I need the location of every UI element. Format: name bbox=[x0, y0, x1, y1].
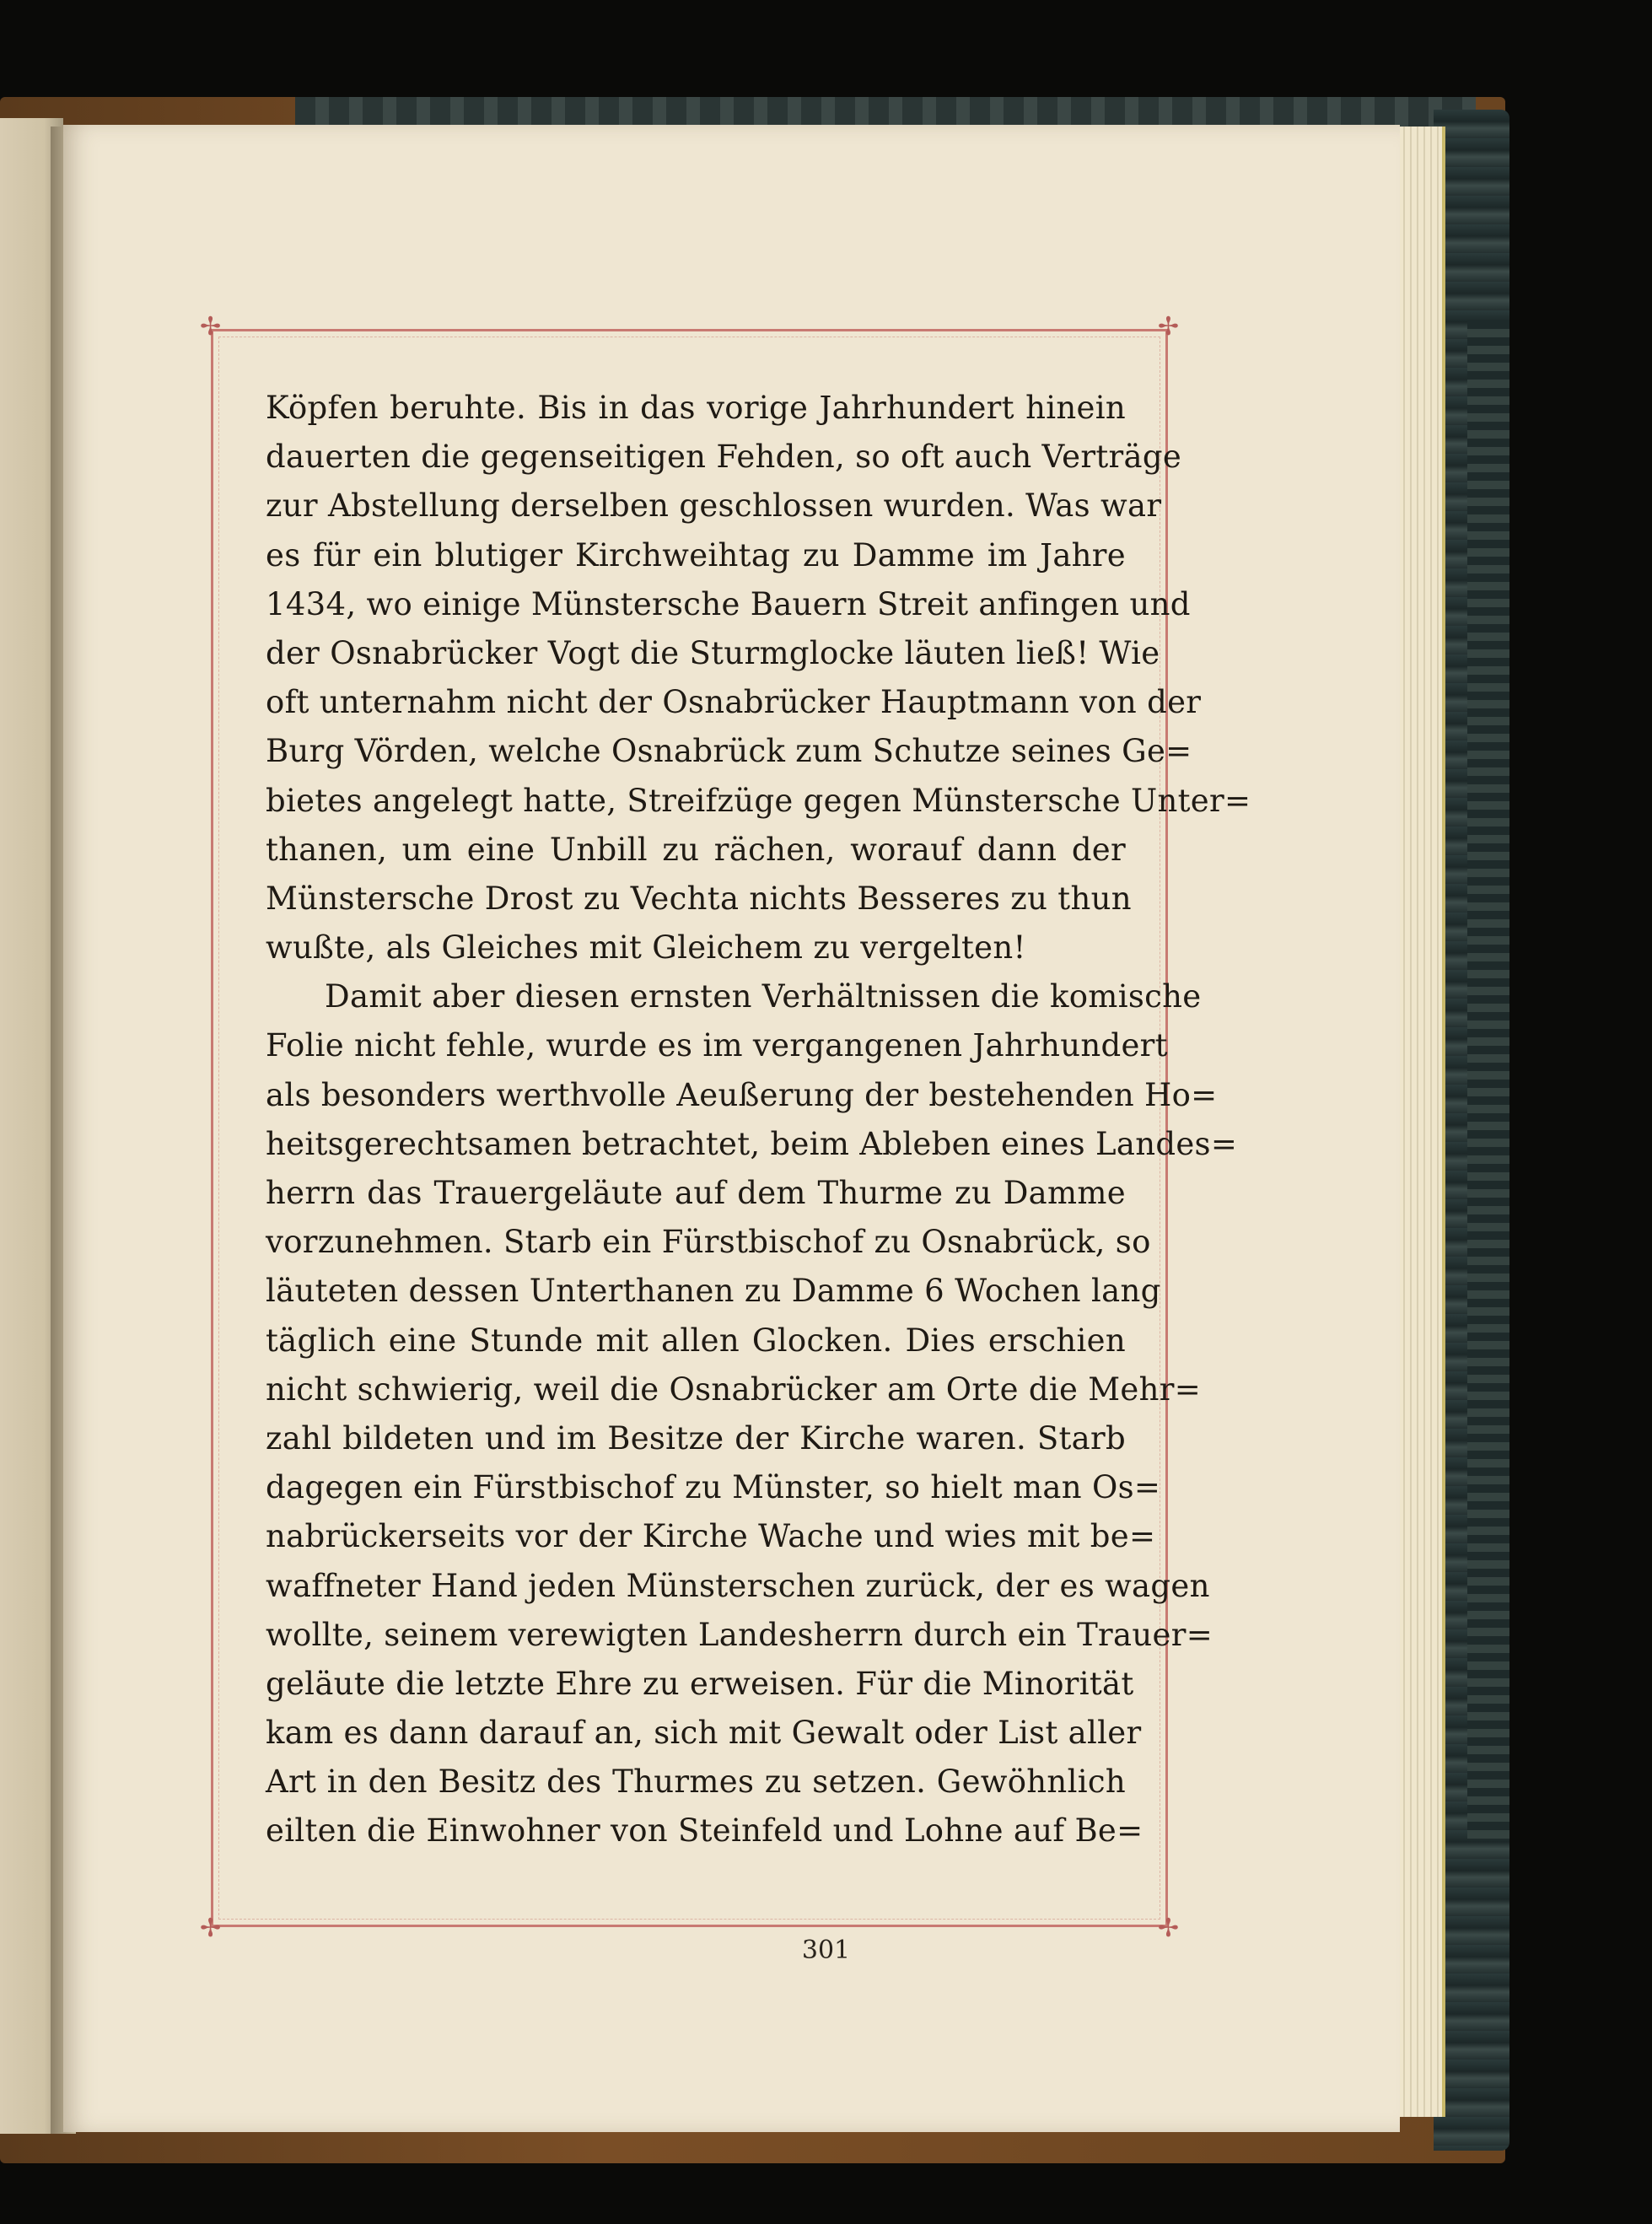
page-text bbox=[266, 384, 1251, 1885]
text-line: Köpfen beruhte. Bis in das vorige Jahrhundert hinein bbox=[266, 390, 1126, 426]
text-line: täglich eine Stunde mit allen Glocken. Dies erschien bbox=[266, 1322, 1126, 1359]
text-line: Art in den Besitz des Thurmes zu setzen. Gewöhnlich bbox=[266, 1764, 1126, 1801]
text-line: vorzunehmen. Starb ein Fürstbischof zu Osnabrück, so bbox=[266, 1224, 1151, 1261]
text-line: dauerten die gegenseitigen Fehden, so oft auch Verträge bbox=[266, 439, 1182, 476]
spine-leather bbox=[1467, 320, 1509, 1839]
text-line: zur Abstellung derselben geschlossen wurden. Was war bbox=[266, 487, 1162, 525]
text-line: eilten die Einwohner von Steinfeld und Lohne auf Be= bbox=[266, 1812, 1143, 1850]
text-line: wußte, als Gleiches mit Gleichem zu vergelten! bbox=[266, 929, 1026, 967]
frame-corner-ornament-bl: ✢ bbox=[200, 1914, 222, 1943]
text-line: dagegen ein Fürstbischof zu Münster, so hielt man Os= bbox=[266, 1469, 1161, 1506]
text-line: 1434, wo einige Münstersche Bauern Streit anfingen und bbox=[266, 585, 1191, 622]
frame-corner-ornament-tr: ✢ bbox=[1157, 312, 1179, 342]
page-number: 301 bbox=[801, 1936, 851, 1965]
text-line: zahl bildeten und im Besitze der Kirche waren. Starb bbox=[266, 1419, 1126, 1457]
frame-corner-ornament-tl: ✢ bbox=[200, 312, 222, 342]
text-line: thanen, um eine Unbill zu rächen, worauf dann der bbox=[266, 831, 1126, 868]
text-line: waffneter Hand jeden Münsterschen zurück, der es wagen bbox=[266, 1567, 1210, 1604]
text-line: wollte, seinem verewigten Landesherrn durch ein Trauer= bbox=[266, 1616, 1213, 1653]
text-line: oft unternahm nicht der Osnabrücker Hauptmann von der bbox=[266, 684, 1202, 721]
text-line: es für ein blutiger Kirchweihtag zu Damme im Jahre bbox=[266, 536, 1126, 574]
text-line: läuteten dessen Unterthanen zu Damme 6 Wochen lang bbox=[266, 1273, 1161, 1310]
text-line: Folie nicht fehle, wurde es im vergangenen Jahrhundert bbox=[266, 1027, 1168, 1064]
text-line: der Osnabrücker Vogt die Sturmglocke läuten ließ! Wie bbox=[266, 634, 1160, 671]
text-line: Burg Vörden, welche Osnabrück zum Schutze seines Ge= bbox=[266, 733, 1192, 770]
text-line: heitsgerechtsamen betrachtet, beim Ableben eines Landes= bbox=[266, 1125, 1238, 1162]
text-line: Damit aber diesen ernsten Verhältnissen die komische bbox=[325, 978, 1202, 1015]
text-line: nicht schwierig, weil die Osnabrücker am Orte die Mehr= bbox=[266, 1370, 1202, 1408]
text-line: Münstersche Drost zu Vechta nichts Besseres zu thun bbox=[266, 880, 1132, 917]
frame-corner-ornament-br: ✢ bbox=[1157, 1914, 1179, 1943]
text-line: geläute die letzte Ehre zu erweisen. Für die Minorität bbox=[266, 1665, 1134, 1702]
text-line: bietes angelegt hatte, Streifzüge gegen Münstersche Unter= bbox=[266, 782, 1251, 819]
text-line: herrn das Trauergeläute auf dem Thurme zu Damme bbox=[266, 1175, 1126, 1211]
text-line: kam es dann darauf an, sich mit Gewalt oder List aller bbox=[266, 1715, 1142, 1752]
text-line: als besonders werthvolle Aeußerung der bestehenden Ho= bbox=[266, 1076, 1218, 1113]
text-line: nabrückerseits vor der Kirche Wache und wies mit be= bbox=[266, 1518, 1156, 1555]
